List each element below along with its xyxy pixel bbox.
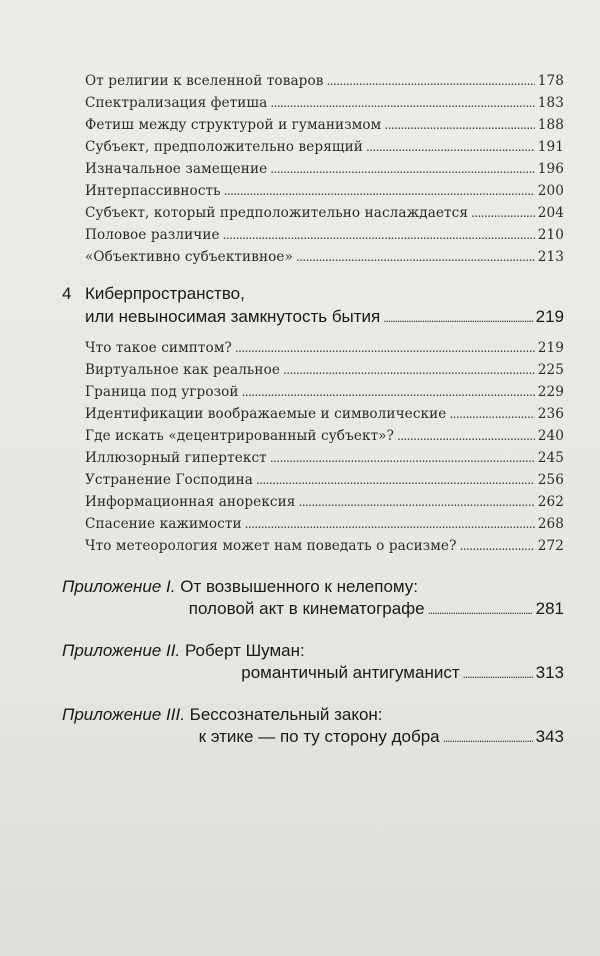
toc-entry <box>62 403 564 425</box>
dot-leader <box>270 447 535 469</box>
page-number: 196 <box>537 161 564 177</box>
page-number: 236 <box>537 406 564 422</box>
toc-entry <box>62 337 564 359</box>
dot-leader <box>471 202 535 224</box>
dot-leader <box>397 425 535 447</box>
dot-leader <box>366 136 535 158</box>
entry-title: Спектрализация фетиша <box>85 95 268 111</box>
dot-leader <box>224 180 535 202</box>
entry-title: Иллюзорный гипертекст <box>85 450 267 466</box>
page-number: 210 <box>537 227 564 243</box>
entry-title: Фетиш между структурой и гуманизмом <box>85 117 382 133</box>
page-number: 219 <box>535 307 564 326</box>
toc-entry <box>62 114 564 136</box>
appendix-label: Приложение III. <box>62 705 185 724</box>
toc-entry <box>62 491 564 513</box>
dot-leader <box>283 359 535 381</box>
page-number: 245 <box>537 450 564 466</box>
appendix-title-line2: романтичный антигуманист <box>241 663 460 682</box>
page-number: 204 <box>537 205 564 221</box>
entry-title: Изначальное замещение <box>85 161 268 177</box>
table-of-contents <box>62 70 564 749</box>
entry-title: Идентификации воображаемые и символические <box>85 406 447 422</box>
dot-leader <box>235 337 535 359</box>
toc-entry <box>62 469 564 491</box>
dot-leader <box>242 381 535 403</box>
dot-leader <box>223 224 535 246</box>
dot-leader <box>296 246 535 268</box>
entry-title: Где искать «децентрированный субъект»? <box>85 428 394 444</box>
dot-leader <box>270 92 534 114</box>
dot-leader <box>428 598 533 621</box>
entry-title: Устранение Господина <box>85 472 253 488</box>
appendix-title-line1: Роберт Шуман: <box>184 641 305 660</box>
entry-title: Граница под угрозой <box>85 384 239 400</box>
page-number: 213 <box>537 249 564 265</box>
appendix-label: Приложение II. <box>62 641 181 660</box>
chapter3-sections <box>62 70 564 268</box>
appendix-title-line1: От возвышенного к нелепому: <box>180 577 419 596</box>
dot-leader <box>459 535 534 557</box>
entry-title: Спасение кажимости <box>85 516 242 532</box>
entry-title: Что такое симптом? <box>85 340 232 356</box>
page-number: 313 <box>535 663 564 682</box>
toc-entry <box>62 136 564 158</box>
entry-title: Субъект, который предположительно наслаждается <box>85 205 469 221</box>
appendix-title-line1: Бессознательный закон: <box>189 705 383 724</box>
entry-title: Что метеорология может нам поведать о расизме? <box>85 538 457 554</box>
dot-leader <box>443 726 533 749</box>
dot-leader <box>270 158 534 180</box>
dot-leader <box>384 114 534 136</box>
appendix-entry <box>62 576 564 621</box>
chapter-number: 4 <box>62 284 72 303</box>
entry-title: От религии к вселенной товаров <box>85 73 324 89</box>
toc-entry <box>62 425 564 447</box>
entry-title: Информационная анорексия <box>85 494 296 510</box>
toc-entry <box>62 513 564 535</box>
toc-entry <box>62 92 564 114</box>
chapter4-heading <box>62 282 564 330</box>
page-number: 229 <box>537 384 564 400</box>
toc-entry <box>62 381 564 403</box>
toc-entry <box>62 70 564 92</box>
entry-title: Виртуальное как реальное <box>85 362 281 378</box>
appendix-entry <box>62 640 564 685</box>
page-number: 200 <box>537 183 564 199</box>
toc-entry <box>62 158 564 180</box>
page-number: 191 <box>537 139 564 155</box>
appendix-title-line2: половой акт в кинематографе <box>188 599 425 618</box>
toc-entry <box>62 180 564 202</box>
toc-entry <box>62 224 564 246</box>
chapter-title-line1: Киберпространство, <box>85 284 245 303</box>
chapter-title-line2: или невыносимая замкнутость бытия <box>85 307 381 326</box>
page-number: 272 <box>537 538 564 554</box>
toc-entry <box>62 246 564 268</box>
page-number: 183 <box>537 95 564 111</box>
page-number: 262 <box>537 494 564 510</box>
page-number: 178 <box>537 73 564 89</box>
toc-entry <box>62 202 564 224</box>
appendices <box>62 557 564 749</box>
page-number: 240 <box>537 428 564 444</box>
entry-title: «Объективно субъективное» <box>85 249 293 265</box>
entry-title: Интерпассивность <box>85 183 221 199</box>
page-number: 256 <box>537 472 564 488</box>
toc-entry <box>62 359 564 381</box>
page-number: 343 <box>535 727 564 746</box>
dot-leader <box>383 305 532 330</box>
dot-leader <box>327 70 535 92</box>
bleed-through-texture <box>90 760 510 940</box>
toc-entry <box>62 535 564 557</box>
dot-leader <box>298 491 534 513</box>
chapter4-sections <box>62 337 564 557</box>
page-number: 225 <box>537 362 564 378</box>
entry-title: Половое различие <box>85 227 220 243</box>
dot-leader <box>463 662 533 685</box>
dot-leader <box>245 513 535 535</box>
page-number: 281 <box>535 599 564 618</box>
appendix-entry <box>62 704 564 749</box>
dot-leader <box>449 403 534 425</box>
entry-title: Субъект, предположительно верящий <box>85 139 363 155</box>
toc-entry <box>62 447 564 469</box>
appendix-label: Приложение I. <box>62 577 176 596</box>
page-number: 188 <box>537 117 564 133</box>
dot-leader <box>256 469 535 491</box>
page-number: 219 <box>537 340 564 356</box>
appendix-title-line2: к этике — по ту сторону добра <box>198 727 440 746</box>
page-number: 268 <box>537 516 564 532</box>
